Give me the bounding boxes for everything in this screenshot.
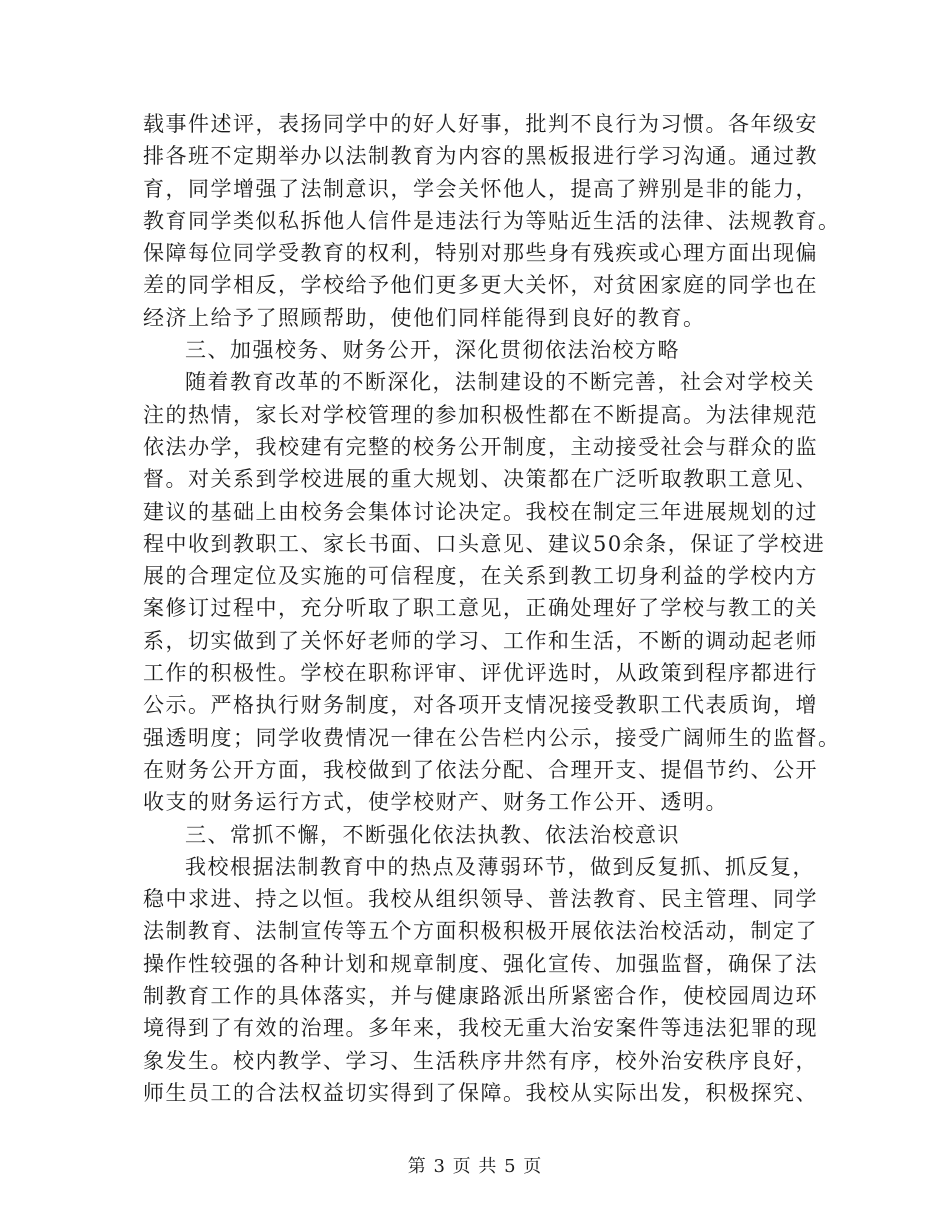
text-line: 差的同学相反，学校给予他们更多更大关怀，对贫困家庭的同学也在 <box>143 273 818 298</box>
text-line: 随着教育改革的不断深化，法制建设的不断完善，社会对学校关 <box>185 370 815 395</box>
text-line: 我校根据法制教育中的热点及薄弱环节，做到反复抓、抓反复， <box>185 854 815 879</box>
text-line: 经济上给予了照顾帮助，使他们同样能得到良好的教育。 <box>143 305 706 330</box>
text-line: 境得到了有效的治理。多年来，我校无重大治安案件等违法犯罪的现 <box>143 1016 818 1041</box>
text-line: 师生员工的合法权益切实得到了保障。我校从实际出发，积极探究、 <box>143 1080 818 1105</box>
text-line: 在财务公开方面，我校做到了依法分配、合理开支、提倡节约、公开 <box>143 757 818 782</box>
text-line: 程中收到教职工、家长书面、口头意见、建议50余条，保证了学校进 <box>143 531 826 556</box>
text-line: 强透明度；同学收费情况一律在公告栏内公示，接受广阔师生的监督。 <box>143 725 841 750</box>
text-line: 注的热情，家长对学校管理的参加积极性都在不断提高。为法律规范 <box>143 402 818 427</box>
page-footer: 第 3 页 共 5 页 <box>407 1156 543 1177</box>
text-line: 督。对关系到学校进展的重大规划、决策都在广泛听取教职工意见、 <box>143 467 818 492</box>
text-line: 教育同学类似私拆他人信件是违法行为等贴近生活的法律、法规教育。 <box>143 208 841 233</box>
text-line: 制教育工作的具体落实，并与健康路派出所紧密合作，使校园周边环 <box>143 984 818 1009</box>
text-line: 稳中求进、持之以恒。我校从组织领导、普法教育、民主管理、同学 <box>143 887 818 912</box>
text-line: 育，同学增强了法制意识，学会关怀他人，提高了辨别是非的能力， <box>143 176 818 201</box>
text-line: 工作的积极性。学校在职称评审、评优评选时，从政策到程序都进行 <box>143 661 818 686</box>
text-line: 象发生。校内教学、学习、生活秩序井然有序，校外治安秩序良好， <box>143 1048 818 1073</box>
text-line: 展的合理定位及实施的可信程度，在关系到教工切身利益的学校内方 <box>143 564 818 589</box>
text-line: 依法办学，我校建有完整的校务公开制度，主动接受社会与群众的监 <box>143 434 818 459</box>
text-line: 公示。严格执行财务制度，对各项开支情况接受教职工代表质询，增 <box>143 693 818 718</box>
text-line: 案修订过程中，充分听取了职工意见，正确处理好了学校与教工的关 <box>143 596 818 621</box>
text-line: 保障每位同学受教育的权利，特别对那些身有残疾或心理方面出现偏 <box>143 241 818 266</box>
text-line: 系，切实做到了关怀好老师的学习、工作和生活，不断的调动起老师 <box>143 628 818 653</box>
text-line: 建议的基础上由校务会集体讨论决定。我校在制定三年进展规划的过 <box>143 499 818 524</box>
text-line: 载事件述评，表扬同学中的好人好事，批判不良行为习惯。各年级安 <box>143 112 818 136</box>
text-line: 排各班不定期举办以法制教育为内容的黑板报进行学习沟通。通过教 <box>143 144 818 169</box>
text-line: 三、常抓不懈，不断强化依法执教、依法治校意识 <box>185 822 680 847</box>
text-line: 收支的财务运行方式，使学校财产、财务工作公开、透明。 <box>143 790 728 815</box>
text-line: 法制教育、法制宣传等五个方面积极积极开展依法治校活动，制定了 <box>143 919 818 944</box>
document-body <box>143 108 841 1109</box>
text-line: 操作性较强的各种计划和规章制度、强化宣传、加强监督，确保了法 <box>143 951 818 976</box>
text-line: 三、加强校务、财务公开，深化贯彻依法治校方略 <box>185 338 680 363</box>
